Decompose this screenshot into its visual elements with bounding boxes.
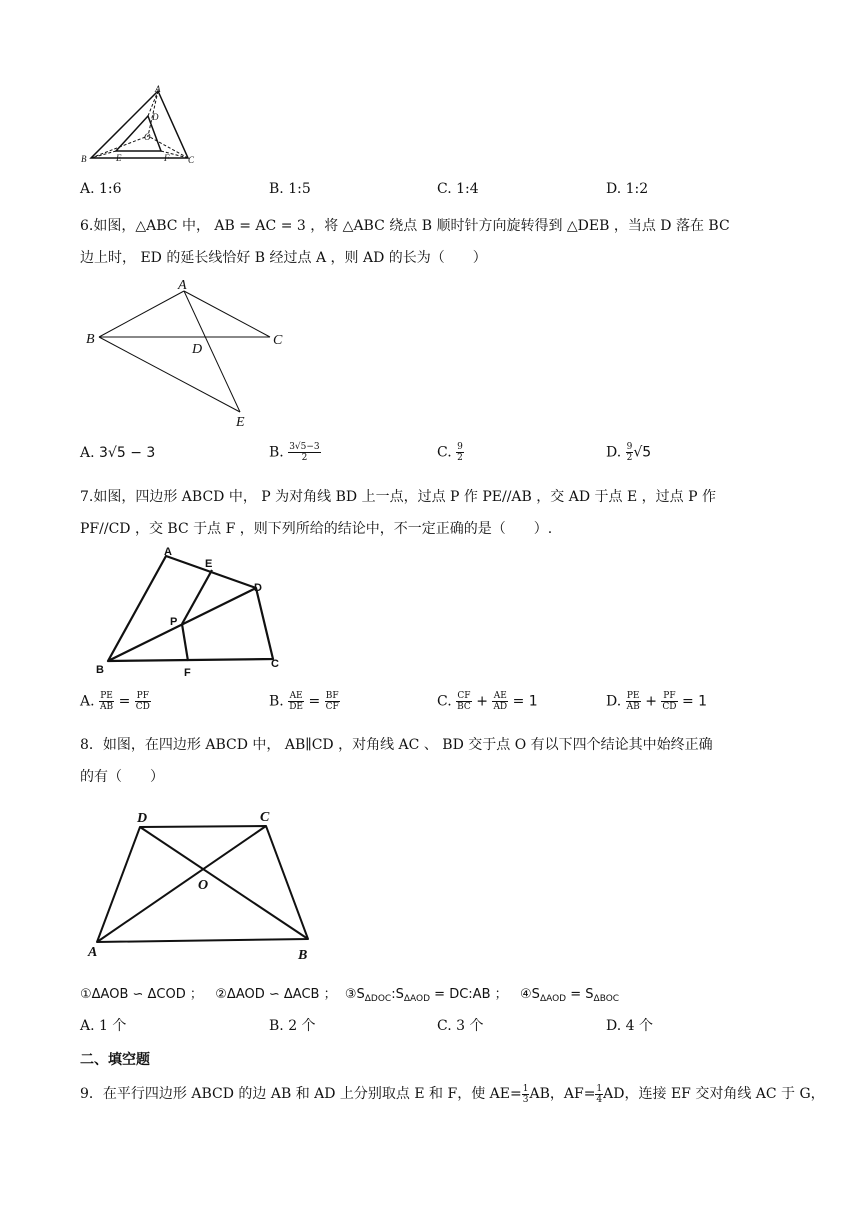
q5-label-d: D xyxy=(152,112,159,122)
q6-label-d: D xyxy=(192,342,203,357)
q7-option-d: D. $\frac{PE}{AB}$ + $\frac{PF}{CD}$ = 1 xyxy=(606,691,708,712)
q8-option-a: A. 1 个 xyxy=(80,1018,127,1034)
q8-statement-3: $③S_{\Delta DOC}:S_{\Delta AOD}$ = DC:AB ； xyxy=(344,987,508,1004)
q7-option-b: B. $\frac{AE}{DE}$ = $\frac{BF}{CF}$ xyxy=(269,691,339,712)
q7-option-a: A. $\frac{PE}{AB}$ = $\frac{PF}{CD}$ xyxy=(80,691,150,712)
q5-option-d: D. 1:2 xyxy=(606,181,649,197)
section-title-fill-in: 二、填空题 xyxy=(80,1052,150,1068)
q9-stem: 9．在平行四边形 ABCD 的边 AB 和 AD 上分别取点 E 和 F，使 AE= $\frac{1}{3}$ AB，AF= $\frac{1}{4}$ AD，连接 EF 交对角线 AC 于 G， xyxy=(80,1083,825,1105)
q8-statement-1: ①ΔAOB ∽ ΔCOD ； xyxy=(80,987,203,1002)
q8-label-c: C xyxy=(260,810,270,825)
q8-stem-line2: 的有（ ） xyxy=(80,769,164,785)
q8-statement-4: $④S_{\Delta AOD} = S_{\Delta BOC}$ xyxy=(520,987,620,1004)
q5-label-f: F xyxy=(164,153,170,163)
q5-label-e: E xyxy=(116,153,122,163)
q5-label-b: B xyxy=(81,154,87,164)
q6-label-a: A xyxy=(178,278,187,293)
q7-figure xyxy=(88,545,288,677)
q6-stem-line2: 边上时， ED 的延长线恰好 B 经过点 A ，则 AD 的长为（ ） xyxy=(80,250,487,266)
q6-label-c: C xyxy=(273,333,283,348)
q5-label-a: A xyxy=(155,84,161,94)
q6-label-e: E xyxy=(236,415,245,430)
q8-label-b: B xyxy=(298,948,308,963)
q6-option-b: B. $\frac{3√5-3}{2}$ xyxy=(269,442,320,463)
q6-label-b: B xyxy=(86,332,95,347)
q7-label-c: C xyxy=(271,658,279,670)
q8-statements xyxy=(80,983,619,1004)
q7-option-c: C. $\frac{CF}{BC}$ + $\frac{AE}{AD}$ = 1 xyxy=(437,691,538,712)
q8-label-a: A xyxy=(88,945,98,960)
q7-label-b: B xyxy=(96,664,104,676)
q8-stem-line1: 8．如图，在四边形 ABCD 中， AB∥CD ，对角线 AC 、 BD 交于点 O 有以下四个结论其中始终正确 xyxy=(80,737,713,753)
q5-option-a: A. 1:6 xyxy=(80,181,122,197)
q8-figure xyxy=(84,802,324,964)
q6-stem-line1: 6.如图，△ABC 中， AB = AC = 3 ，将 △ABC 绕点 B 顺时针方向旋转得到 △DEB ，当点 D 落在 BC xyxy=(80,218,730,234)
q6-option-d: D. $\frac{9}{2}$ √5 xyxy=(606,442,652,463)
q5-label-o: O xyxy=(144,132,151,142)
q7-label-e: E xyxy=(205,558,213,570)
q8-label-o: O xyxy=(198,878,209,893)
q5-figure xyxy=(78,84,200,168)
q8-statement-2: ②ΔAOD ∽ ΔACB ； xyxy=(215,987,337,1002)
q5-label-c: C xyxy=(188,155,195,165)
q7-stem-line2: PF//CD ，交 BC 于点 F ，则下列所给的结论中，不一定正确的是（ ）. xyxy=(80,521,553,537)
q8-option-c: C. 3 个 xyxy=(437,1018,484,1034)
q7-label-p: P xyxy=(170,616,178,628)
q7-label-d: D xyxy=(254,582,262,594)
q6-option-c: C. $\frac{9}{2}$ xyxy=(437,442,463,463)
q5-option-c: C. 1:4 xyxy=(437,181,479,197)
q6-option-a: A. 3√5 − 3 xyxy=(80,445,156,461)
q6-figure xyxy=(80,276,295,434)
q7-stem-line1: 7.如图，四边形 ABCD 中， P 为对角线 BD 上一点，过点 P 作 PE//AB ，交 AD 于点 E ，过点 P 作 xyxy=(80,489,716,505)
q8-option-b: B. 2 个 xyxy=(269,1018,316,1034)
q8-option-d: D. 4 个 xyxy=(606,1018,653,1034)
q5-option-b: B. 1:5 xyxy=(269,181,311,197)
q7-label-f: F xyxy=(184,667,191,677)
q8-label-d: D xyxy=(137,811,148,826)
q7-label-a: A xyxy=(164,546,172,558)
